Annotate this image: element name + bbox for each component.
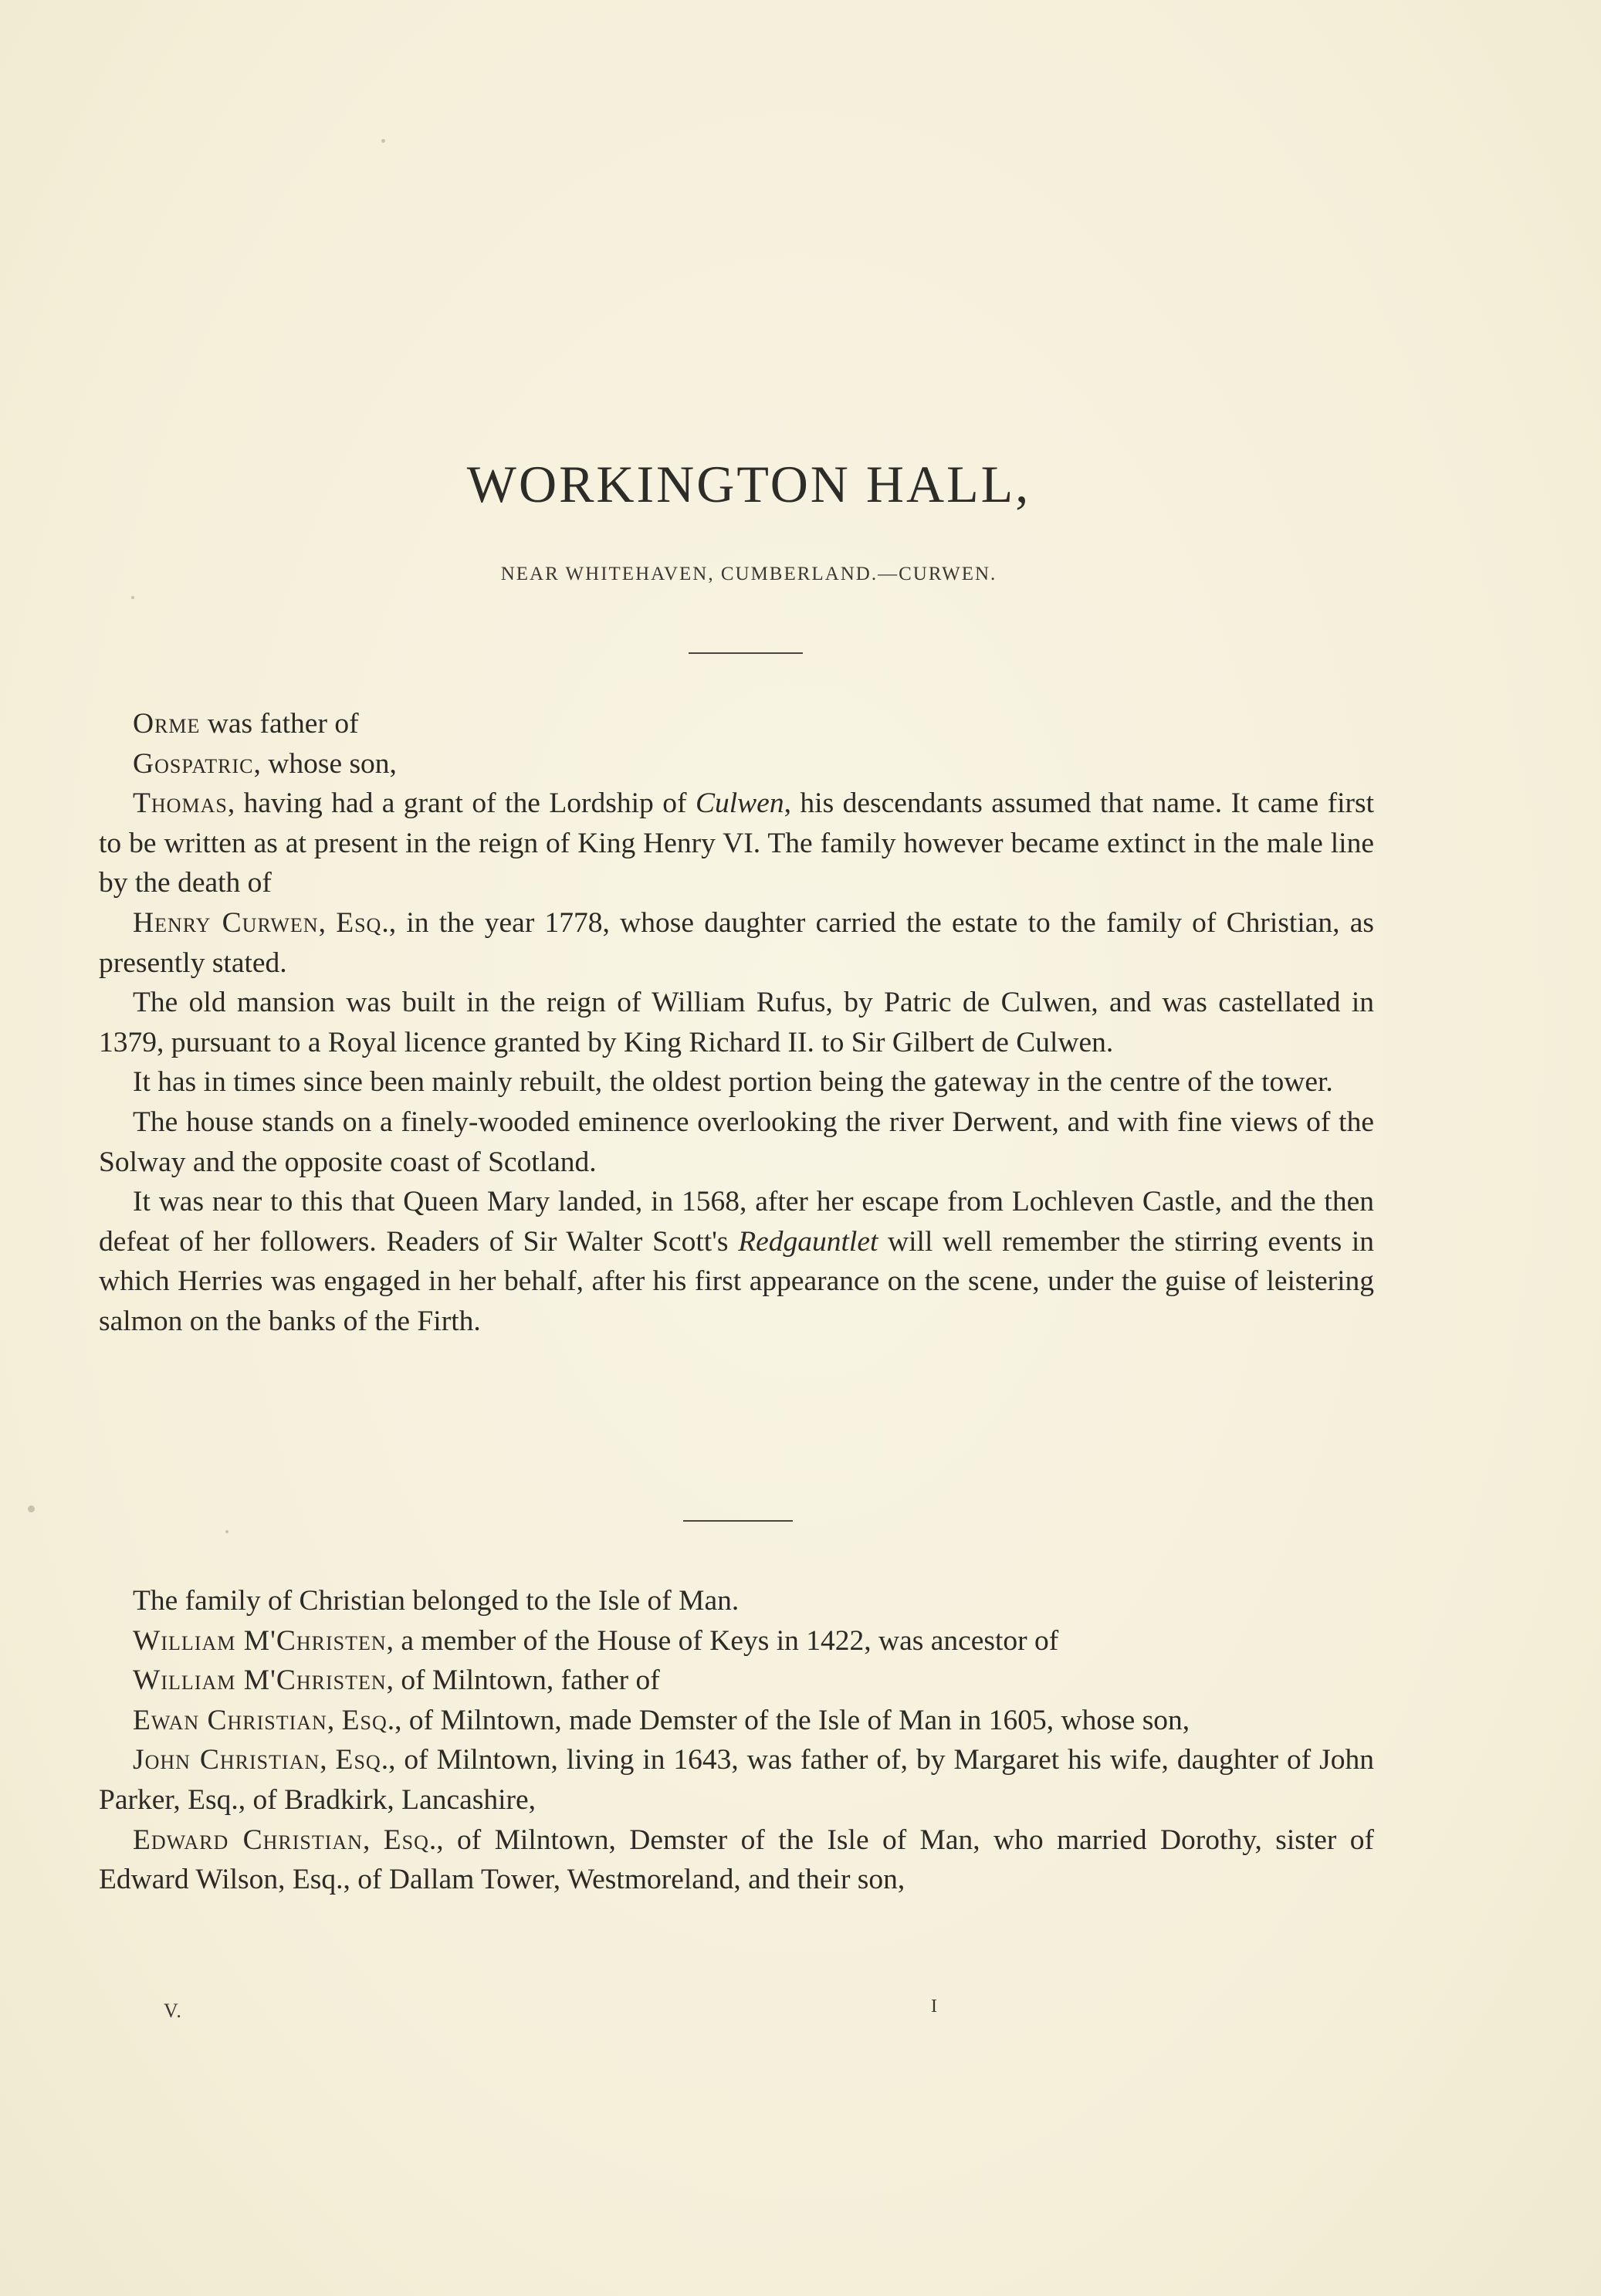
person-name: Thomas	[133, 787, 228, 820]
person-name: William M'Christen	[133, 1664, 387, 1697]
paper-speck	[28, 1505, 35, 1512]
paragraph: Edward Christian, Esq., of Milntown, Demster of the Isle of Man, who married Dorothy, sister of Edward Wilson, Esq., of Dallam Tower, Westmoreland, and their son,	[99, 1824, 1375, 1896]
section-divider	[689, 652, 803, 654]
paragraph: It has in times since been mainly rebuilt, the oldest portion being the gateway in the centre of the tower.	[133, 1066, 1333, 1099]
paragraph: Henry Curwen, Esq., in the year 1778, whose daughter carried the estate to the family of Christian, as presently stated.	[99, 906, 1375, 979]
section-christian-lineage	[99, 1581, 1374, 1900]
paragraph: William M'Christen, of Milntown, father of	[133, 1664, 660, 1697]
title-esq: Esq	[336, 906, 382, 939]
paragraph: William M'Christen, a member of the House of Keys in 1422, was ancestor of	[133, 1624, 1059, 1657]
paragraph: The family of Christian belonged to the Isle of Man.	[133, 1585, 740, 1617]
paragraph: Gospatric, whose son,	[133, 747, 397, 780]
person-name: William M'Christen	[133, 1624, 387, 1657]
italic-place-name: Culwen	[695, 787, 784, 820]
person-name: Orme	[133, 708, 201, 740]
section-divider	[683, 1520, 793, 1522]
title-esq: Esq	[335, 1744, 381, 1776]
person-name: Ewan Christian	[133, 1704, 327, 1736]
signature-mark: V.	[164, 2000, 182, 2022]
paragraph: It was near to this that Queen Mary landed, in 1568, after her escape from Lochleven Castle, and the then defeat of her followers. Readers of Sir Walter Scott's Redgauntlet will well remember the stirring events in which Herries was engaged in her behalf, after his first appearance on the scene, under the guise of leistering salmon on the banks of the Firth.	[99, 1186, 1374, 1337]
page-subtitle: NEAR WHITEHAVEN, CUMBERLAND.—CURWEN.	[500, 564, 997, 584]
paper-speck	[225, 1530, 228, 1533]
paragraph: John Christian, Esq., of Milntown, living in 1643, was father of, by Margaret his wife, daughter of John Parker, Esq., of Bradkirk, Lancashire,	[99, 1744, 1374, 1816]
person-name: Gospatric	[133, 747, 254, 780]
person-name: Edward Christian	[133, 1824, 363, 1856]
paragraph: Ewan Christian, Esq., of Milntown, made Demster of the Isle of Man in 1605, whose son,	[133, 1704, 1190, 1736]
italic-book-title: Redgauntlet	[738, 1225, 878, 1258]
section-curwen-lineage	[99, 704, 1374, 1342]
paragraph: Orme was father of	[133, 708, 359, 740]
paper-speck	[131, 596, 134, 599]
page-number: I	[931, 1996, 937, 2017]
paragraph: Thomas, having had a grant of the Lordship of Culwen, his descendants assumed that name. It came first to be written as at present in the reign of King Henry VI. The family however became extinct in the male line by the death of	[99, 787, 1374, 899]
paragraph: The old mansion was built in the reign of William Rufus, by Patric de Culwen, and was castellated in 1379, pursuant to a Royal licence granted by King Richard II. to Sir Gilbert de Culwen.	[99, 987, 1374, 1058]
person-name: John Christian	[133, 1744, 320, 1776]
paragraph: The house stands on a finely-wooded eminence overlooking the river Derwent, and with fine views of the Solway and the opposite coast of Scotland.	[99, 1106, 1374, 1178]
page-title: WORKINGTON HALL,	[466, 455, 1031, 513]
paper-speck	[381, 139, 385, 143]
title-esq: Esq	[341, 1704, 388, 1736]
person-name: Henry Curwen	[133, 906, 319, 939]
title-esq: Esq	[383, 1824, 429, 1856]
